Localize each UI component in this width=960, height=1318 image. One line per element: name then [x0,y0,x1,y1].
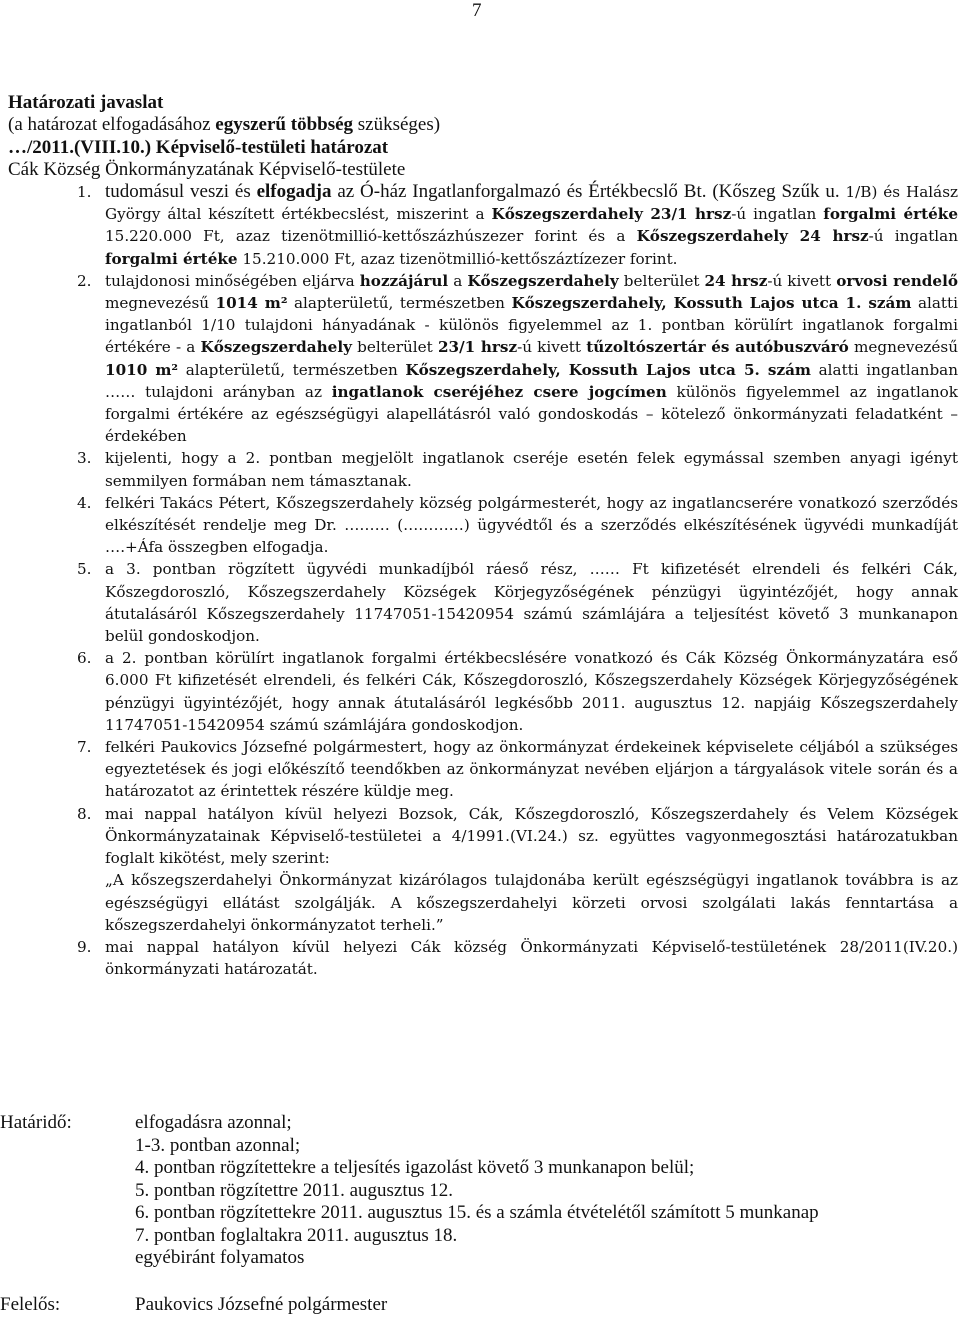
deadline-line: 5. pontban rögzítettre 2011. augusztus 12. [135,1179,454,1201]
resolution-item [8,492,958,559]
header-resolution-number: …/2011.(VIII.10.) Képviselő-testületi határozat [8,136,389,158]
item-number: 7. [77,738,92,757]
deadline-label: Határidő: [0,1112,72,1133]
header-body-name: Cák Község Önkormányzatának Képviselő-testülete [8,159,406,181]
item-number: 8. [77,804,92,823]
header-title: Határozati javaslat [8,92,164,113]
item-number: 1. [77,183,92,201]
resolution-item [8,270,958,448]
responsible-label: Felelős: [0,1294,61,1315]
item-text: mai nappal hatályon kívül helyezi Cák község Önkormányzati Képviselő-testületének 28/2011(IV.20.) önkormányzati határozatát. [105,937,958,979]
item-number: 4. [77,493,92,512]
resolution-item [8,736,958,803]
item-text: mai nappal hatályon kívül helyezi Bozsok, Cák, Kőszegdoroszló, Kőszegszerdahely és Velem Községek Önkormányzatainak Képviselő-testületei a 4/1991.(VI.24.) sz. együttes vagyonmegosztási határozatukban foglalt kikötést, mely szerint: „A kőszegszerdahelyi Önkormányzat kizárólagos tulajdonába került egészségügyi ingatlanok továbbra is az egészségügyi ellátást szolgálják. A kőszegszerdahelyi körzeti orvosi szolgálati lakás fenntartása a kőszegszerdahelyi önkormányzatot terheli.” [105,804,958,934]
item-number: 9. [77,937,92,956]
deadline-values [135,1112,819,1270]
item-text: a 3. pontban rögzített ügyvédi munkadíjból ráeső rész, …… Ft kifizetését elrendeli és felkéri Cák, Kőszegdoroszló, Kőszegszerdahely Községek Körjegyzőségének pénzügyi ügyintézőjét, hogy annak átutalásáról Kőszegszerdahely 11747051-15420954 számú számlájára a teljesítést követő 3 munkanapon belül gondoskodjon. [105,560,958,646]
deadline-line: 4. pontban rögzítettekre a teljesítés igazolást követő 3 munkanapon belül; [135,1157,695,1178]
deadline-line: 7. pontban foglaltakra 2011. augusztus 18. [135,1224,458,1246]
deadline-line: 6. pontban rögzítettekre 2011. augusztus 15. és a számla étvételétől számított 5 munkanap [135,1202,819,1223]
resolution-header [8,92,440,182]
responsible-value: Paukovics Józsefné polgármester [135,1294,388,1315]
item-text: tudomásul veszi és elfogadja az Ó-ház Ingatlanforgalmazó és Értékbecslő Bt. (Kőszeg Szűk u. 1/B) és Halász György által készített értékbecslést, miszerint a Kőszegszerdahely 23/1 hrsz-ú ingatlan forgalmi értéke 15.220.000 Ft, azaz tizenötmillió-kettőszázhúszezer forint és a Kőszegszerdahely 24 hrsz-ú ingatlan forgalmi értéke 15.210.000 Ft, azaz tizenötmillió-kettőszáztízezer forint. [105,181,958,268]
item-number: 2. [77,271,92,290]
resolution-item [8,647,958,736]
resolution-item [8,558,958,647]
deadline-line: elfogadásra azonnal; [135,1112,292,1133]
resolution-item [8,803,958,936]
deadline-line: 1-3. pontban azonnal; [135,1134,301,1156]
item-text: tulajdonosi minőségében eljárva hozzájárul a Kőszegszerdahely belterület 24 hrsz-ú kivett orvosi rendelő megnevezésű 1014 m² alapterületű, természetben Kőszegszerdahely, Kossuth Lajos utca 1. szám alatti ingatlanból 1/10 tulajdoni hányadának - különös figyelemmel az 1. pontban körülírt ingatlanok forgalmi értékére - a Kőszegszerdahely belterület 23/1 hrsz-ú kivett tűzoltószertár és autóbuszváró megnevezésű 1010 m² alapterületű, természetben Kőszegszerdahely, Kossuth Lajos utca 5. szám alatti ingatlanban …… tulajdoni arányban az ingatlanok cseréjéhez csere jogcímen különös figyelemmel az ingatlanok forgalmi értékére az egészségügyi alapellátásról való gondoskodás – kötelező önkormányzati feladatként – érdekében [105,271,959,446]
item-text: felkéri Paukovics Józsefné polgármestert, hogy az önkormányzat érdekeinek képviselete céljából a szükséges egyeztetések és jogi előkészítő teendőkben az önkormányzat nevében eljárjon a tárgyalások vitele során és a határozatot az érintettek részére küldje meg. [105,738,958,801]
page-number: 7 [472,0,482,21]
header-majority-note: (a határozat elfogadásához egyszerű többség szükséges) [8,114,441,136]
item-number: 5. [77,560,92,579]
item-text: a 2. pontban körülírt ingatlanok forgalmi értékbecslésére vonatkozó és Cák Község Önkormányzatára eső 6.000 Ft kifizetését elrendeli, és felkéri Cák, Kőszegdoroszló, Kőszegszerdahely Községek Körjegyzőségének pénzügyi ügyintézőjét, hogy annak átutalásáról legkésőbb 2011. augusztus 12. napjáig Kőszegszerdahely 11747051-15420954 számú számlájára gondoskodjon. [105,649,958,734]
resolution-item [8,936,958,980]
resolution-item [8,181,958,270]
item-text: kijelenti, hogy a 2. pontban megjelölt ingatlanok cseréje esetén felek egymással szemben anyagi igényt semmilyen formában nem támasztanak. [105,449,958,490]
resolution-items [8,181,958,980]
item-text: felkéri Takács Pétert, Kőszegszerdahely község polgármesterét, hogy az ingatlancserére vonatkozó szerződés elkészítését rendelje meg Dr. ……… (…………) ügyvédtől és a szerződés elkészítésének ügyvédi munkadíját ….+Áfa összegben elfogadja. [105,493,958,557]
item-number: 3. [77,449,92,468]
item-number: 6. [77,649,92,668]
resolution-item [8,447,958,491]
deadline-line: egyébiránt folyamatos [135,1247,305,1268]
